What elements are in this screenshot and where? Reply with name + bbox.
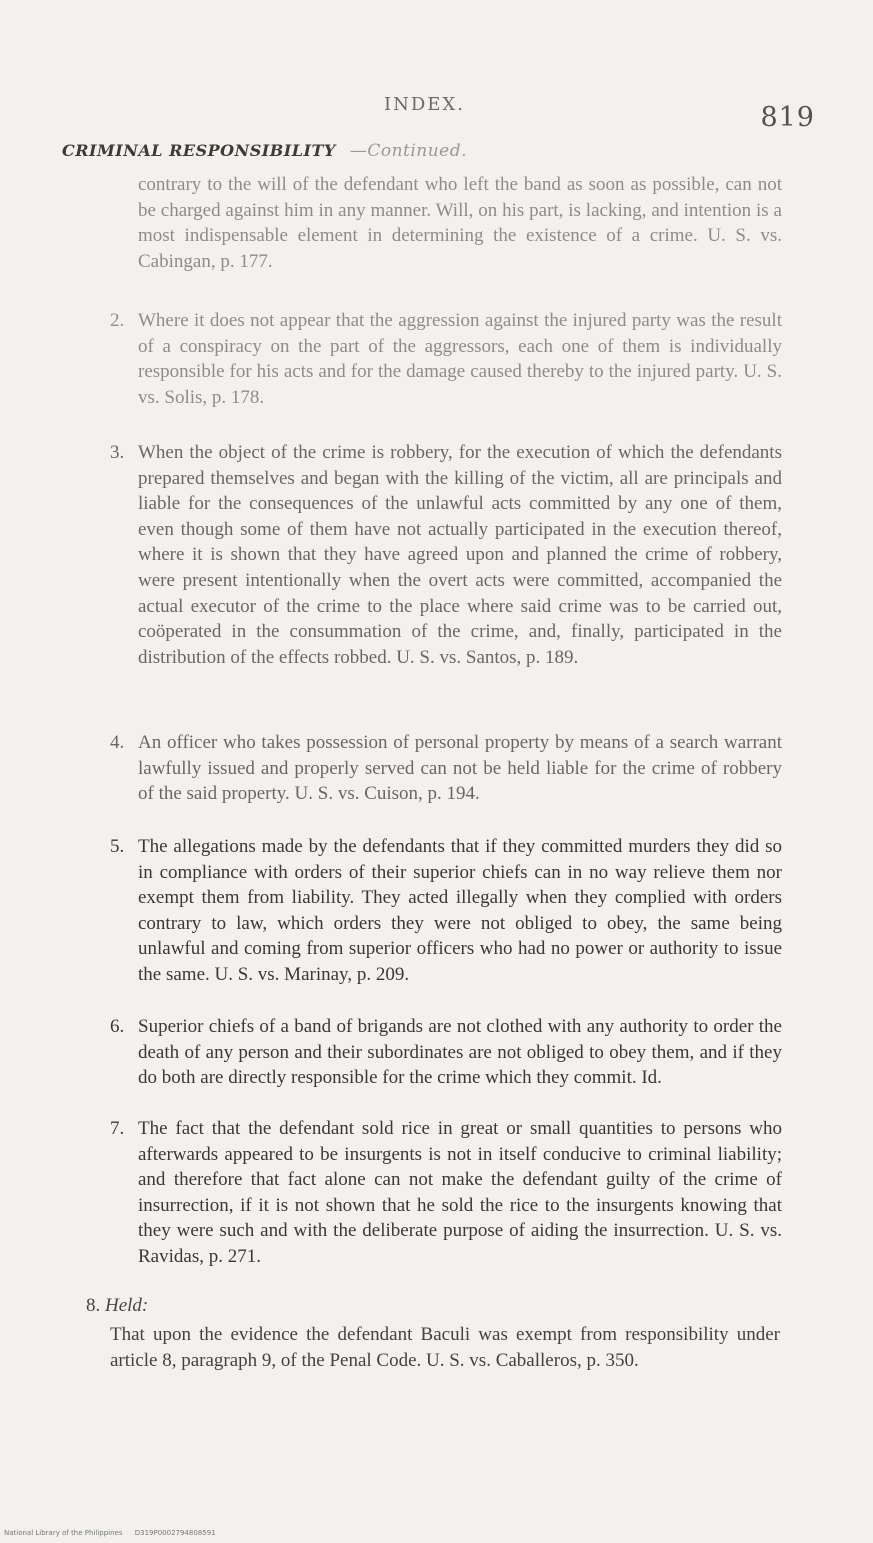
held-label: Held: bbox=[105, 1295, 149, 1316]
entry-1-continuation bbox=[138, 172, 782, 274]
entry-text: contrary to the will of the defendant who left the band as soon as possible, can not be charged against him in any manner. Will, on his part, is lacking, and intention is a most indispensable element in determining the existence of a crime. U. S. vs. Cabingan, p. 177. bbox=[138, 174, 782, 272]
entry-3 bbox=[110, 440, 782, 670]
entry-text: Superior chiefs of a band of brigands are not clothed with any authority to order the death of any person and their subordinates are not obliged to obey them, and if they do both are directly responsible for the crime which they commit. Id. bbox=[138, 1016, 782, 1089]
entry-number: 4. bbox=[110, 732, 125, 753]
footer-library: National Library of the Philippines bbox=[4, 1529, 123, 1537]
entry-text: An officer who takes possession of personal property by means of a search warrant lawfully issued and properly served can not be held liable for the crime of robbery of the said property. U. S. vs. Cuison, p. 194. bbox=[138, 732, 782, 805]
entry-8-label bbox=[86, 1295, 148, 1317]
entry-number: 5. bbox=[110, 836, 125, 857]
page-number: 819 bbox=[760, 102, 815, 133]
heading-title: CRIMINAL RESPONSIBILITY bbox=[62, 141, 336, 160]
entry-number: 6. bbox=[110, 1016, 125, 1037]
scan-footer bbox=[4, 1529, 226, 1537]
heading-continued: —Continued. bbox=[349, 141, 468, 161]
entry-7 bbox=[110, 1116, 782, 1270]
entry-text: When the object of the crime is robbery, for the execution of which the defendants prepared themselves and began with the killing of the victim, all are principals and liable for the consequences of the unlawful acts committed by any one of them, even though some of them have not actually participated in the execution thereof, where it is shown that they have agreed upon and planned the crime of robbery, were present intentionally when the overt acts were committed, accompanied the actual executor of the crime to the place where said crime was to be carried out, coöperated in the consummation of the crime, and, finally, participated in the distribution of the effects robbed. U. S. vs. Santos, p. 189. bbox=[138, 442, 782, 668]
entry-number: 8. bbox=[86, 1295, 101, 1316]
entry-4 bbox=[110, 730, 782, 807]
entry-number: 3. bbox=[110, 442, 125, 463]
entry-8-text: That upon the evidence the defendant Baculi was exempt from responsibility under article 8, paragraph 9, of the Penal Code. U. S. vs. Caballeros, p. 350. bbox=[110, 1324, 780, 1371]
section-heading bbox=[62, 141, 467, 161]
entry-number: 2. bbox=[110, 310, 125, 331]
entry-text: The allegations made by the defendants that if they committed murders they did so in compliance with orders of their superior chiefs can in no way relieve them nor exempt them from liability. They acted illegally when they complied with orders contrary to law, which orders they were not obliged to obey, the same being unlawful and coming from superior officers who had no power or authority to issue the same. U. S. vs. Marinay, p. 209. bbox=[138, 836, 782, 985]
footer-id: D319P0002794808591 bbox=[134, 1529, 216, 1537]
entry-text: Where it does not appear that the aggression against the injured party was the result of a conspiracy on the part of the aggressors, each one of them is individually responsible for his acts and for the damage caused thereby to the injured party. U. S. vs. Solis, p. 178. bbox=[138, 310, 782, 408]
page-header bbox=[0, 88, 873, 133]
entry-6 bbox=[110, 1014, 782, 1091]
entry-text: The fact that the defendant sold rice in great or small quantities to persons who afterwards appeared to be insurgents is not in itself conducive to criminal liability; and therefore that fact alone can not make the defendant guilty of the crime of insurrection, if it is not shown that he sold the rice to the insurgents knowing that they were such and with the deliberate purpose of aiding the insurrection. U. S. vs. Ravidas, p. 271. bbox=[138, 1118, 782, 1267]
entry-2 bbox=[110, 308, 782, 410]
entry-5 bbox=[110, 834, 782, 988]
entry-number: 7. bbox=[110, 1118, 125, 1139]
running-title: INDEX. bbox=[384, 94, 465, 115]
